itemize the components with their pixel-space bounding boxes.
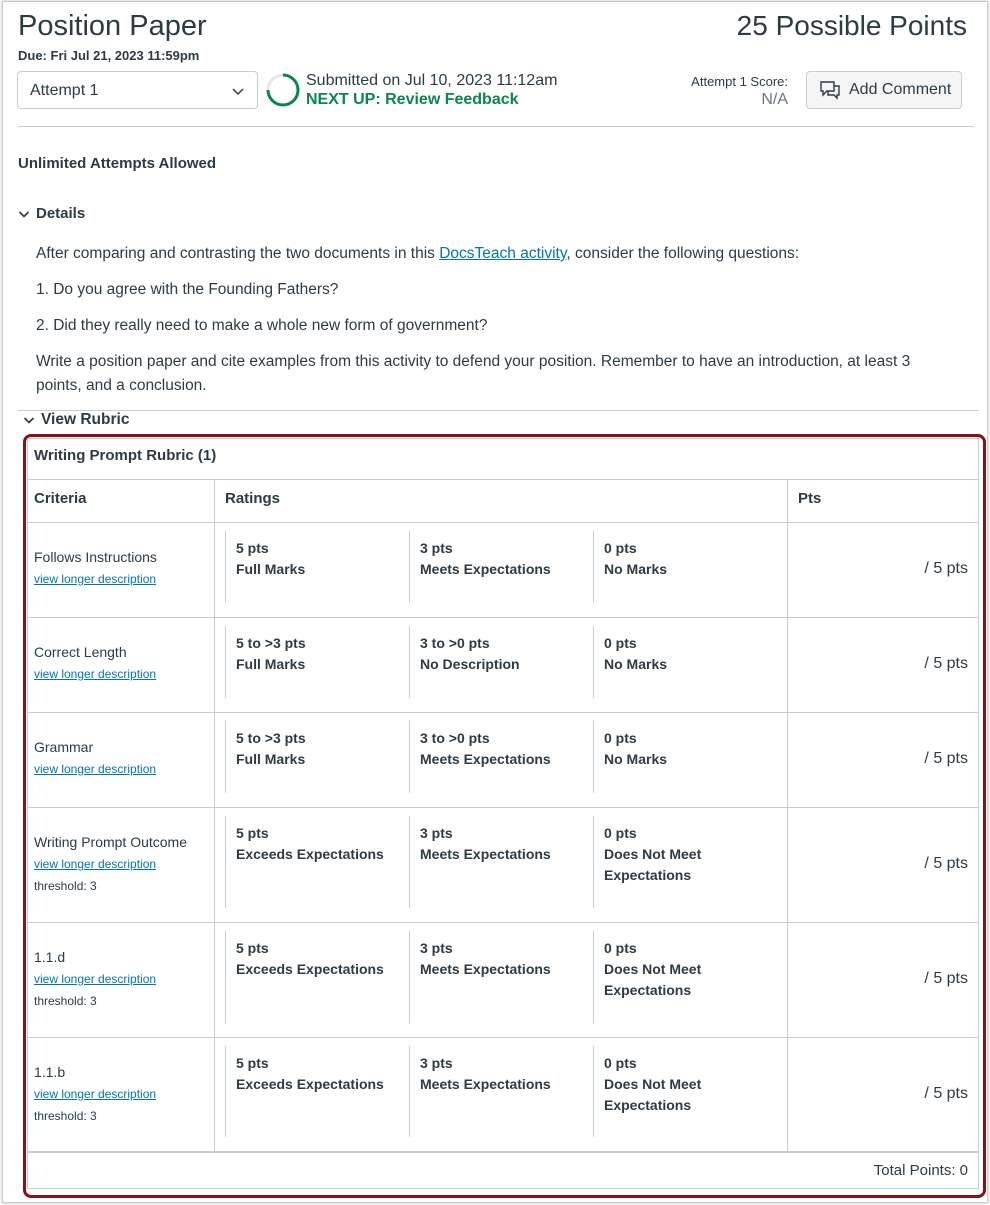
- rating-label: Meets Expectations: [420, 561, 551, 577]
- criterion-points: / 5 pts: [924, 655, 968, 672]
- criterion-points: / 5 pts: [924, 750, 968, 767]
- criterion-points: / 5 pts: [924, 560, 968, 577]
- rating-divider: [225, 531, 226, 603]
- criterion-name: Writing Prompt Outcome: [34, 834, 188, 850]
- rating-cell[interactable]: [604, 823, 774, 886]
- rating-points: 5 to >3 pts: [236, 635, 306, 651]
- rating-label: Full Marks: [236, 751, 306, 767]
- rating-divider: [593, 1046, 594, 1137]
- rating-label: Meets Expectations: [420, 961, 551, 977]
- attempt-score-value: N/A: [761, 91, 788, 108]
- rating-divider: [593, 931, 594, 1023]
- rating-cell[interactable]: [236, 823, 406, 865]
- submission-progress-icon: [265, 72, 301, 108]
- chevron-down-icon: [23, 414, 35, 426]
- rating-divider: [225, 931, 226, 1023]
- rating-label: Does Not Meet Expectations: [604, 1076, 702, 1113]
- details-closing: Write a position paper and cite examples from this activity to defend your position. Remember to have an introduction, at least 3 points, and a conclusion.: [36, 353, 911, 394]
- rating-points: 0 pts: [604, 940, 637, 956]
- criterion-points: / 5 pts: [924, 970, 968, 987]
- criterion-points: / 5 pts: [924, 855, 968, 872]
- rating-points: 0 pts: [604, 825, 637, 841]
- rating-cell[interactable]: [420, 1053, 590, 1095]
- rating-label: Exceeds Expectations: [236, 846, 384, 862]
- criterion-name: 1.1.d: [34, 949, 66, 965]
- docsteach-link[interactable]: DocsTeach activity: [439, 245, 567, 262]
- rating-points: 5 pts: [236, 825, 269, 841]
- rating-points: 5 to >3 pts: [236, 730, 306, 746]
- rating-points: 0 pts: [604, 635, 637, 651]
- rating-points: 3 to >0 pts: [420, 635, 490, 651]
- rating-cell[interactable]: [604, 538, 774, 580]
- row-divider: [28, 922, 978, 923]
- criterion-name: Correct Length: [34, 644, 127, 660]
- criterion-threshold: threshold: 3: [34, 879, 97, 893]
- rubric-table: [27, 438, 979, 1189]
- rating-divider: [593, 531, 594, 603]
- rating-cell[interactable]: [604, 938, 774, 1001]
- next-up-status: NEXT UP: Review Feedback: [306, 91, 519, 108]
- criterion-threshold: threshold: 3: [34, 994, 97, 1008]
- row-divider: [28, 617, 978, 618]
- rating-divider: [225, 1046, 226, 1137]
- rating-label: Meets Expectations: [420, 1076, 551, 1092]
- rating-cell[interactable]: [236, 633, 406, 675]
- rating-label: Does Not Meet Expectations: [604, 846, 702, 883]
- rating-divider: [225, 721, 226, 793]
- rating-points: 3 pts: [420, 540, 453, 556]
- attempt-select[interactable]: [17, 71, 258, 109]
- attempt-select-value: Attempt 1: [30, 82, 99, 99]
- rating-divider: [409, 531, 410, 603]
- comment-icon: [819, 80, 841, 100]
- submitted-status: Submitted on Jul 10, 2023 11:12am: [306, 72, 558, 89]
- rating-points: 0 pts: [604, 540, 637, 556]
- rating-label: No Marks: [604, 561, 668, 577]
- due-date: Due: Fri Jul 21, 2023 11:59pm: [18, 48, 200, 63]
- view-longer-description-link[interactable]: view longer description: [34, 667, 157, 681]
- view-rubric-label: View Rubric: [41, 411, 130, 428]
- possible-points: 25 Possible Points: [736, 10, 967, 41]
- rating-cell[interactable]: [236, 728, 406, 770]
- attempt-score-label: Attempt 1 Score:: [691, 74, 788, 89]
- rating-label: Meets Expectations: [420, 751, 551, 767]
- header-ratings: Ratings: [225, 490, 281, 507]
- rating-cell[interactable]: [604, 728, 774, 770]
- criterion-threshold: threshold: 3: [34, 1109, 97, 1123]
- details-intro: [36, 242, 799, 266]
- question-1: 1. Do you agree with the Founding Fathers?: [36, 281, 339, 298]
- total-points: Total Points: 0: [873, 1162, 968, 1179]
- header-pts: Pts: [798, 490, 822, 507]
- rating-cell[interactable]: [420, 728, 590, 770]
- chevron-down-icon: [231, 84, 245, 98]
- rating-divider: [409, 1046, 410, 1137]
- rating-points: 3 pts: [420, 940, 453, 956]
- view-longer-description-link[interactable]: view longer description: [34, 857, 157, 871]
- rating-label: Does Not Meet Expectations: [604, 961, 702, 998]
- rating-divider: [409, 721, 410, 793]
- rating-label: No Marks: [604, 751, 668, 767]
- rating-cell[interactable]: [604, 1053, 774, 1116]
- rating-cell[interactable]: [420, 538, 590, 580]
- view-longer-description-link[interactable]: view longer description: [34, 972, 157, 986]
- criterion-name: Follows Instructions: [34, 549, 157, 565]
- rating-cell[interactable]: [420, 938, 590, 980]
- view-longer-description-link[interactable]: view longer description: [34, 572, 157, 586]
- chevron-down-icon: [18, 208, 30, 220]
- rating-points: 3 to >0 pts: [420, 730, 490, 746]
- rating-cell[interactable]: [604, 633, 774, 675]
- page-title: Position Paper: [18, 10, 207, 42]
- page-frame: [2, 1, 988, 1203]
- rating-points: 5 pts: [236, 1055, 269, 1071]
- rating-divider: [409, 626, 410, 698]
- row-divider: [28, 712, 978, 713]
- rating-label: Full Marks: [236, 561, 306, 577]
- rating-points: 5 pts: [236, 940, 269, 956]
- rubric-divider: [28, 1152, 978, 1153]
- header-divider: [18, 126, 974, 127]
- criterion-name: 1.1.b: [34, 1064, 66, 1080]
- rating-label: Exceeds Expectations: [236, 1076, 384, 1092]
- view-longer-description-link[interactable]: view longer description: [34, 1087, 157, 1101]
- rating-divider: [593, 626, 594, 698]
- rating-cell[interactable]: [236, 538, 406, 580]
- rating-label: Exceeds Expectations: [236, 961, 384, 977]
- rating-divider: [593, 816, 594, 908]
- rating-divider: [593, 721, 594, 793]
- rating-points: 3 pts: [420, 825, 453, 841]
- rating-cell[interactable]: [420, 633, 590, 675]
- view-longer-description-link[interactable]: view longer description: [34, 762, 157, 776]
- column-divider: [787, 480, 788, 1152]
- attempts-allowed: Unlimited Attempts Allowed: [18, 155, 217, 172]
- details-intro-text: After comparing and contrasting the two documents in this: [36, 245, 440, 262]
- criterion-points: / 5 pts: [924, 1084, 968, 1102]
- rating-divider: [409, 816, 410, 908]
- rating-points: 0 pts: [604, 730, 637, 746]
- rating-divider: [409, 931, 410, 1023]
- question-2: 2. Did they really need to make a whole new form of government?: [36, 317, 488, 334]
- rubric-divider: [28, 522, 978, 523]
- details-toggle-label: Details: [36, 205, 86, 222]
- row-divider: [28, 807, 978, 808]
- rating-points: 3 pts: [420, 1055, 453, 1071]
- column-divider: [214, 480, 215, 1152]
- rating-cell[interactable]: [236, 938, 406, 980]
- rating-label: No Marks: [604, 656, 668, 672]
- rating-points: 5 pts: [236, 540, 269, 556]
- rating-divider: [225, 816, 226, 908]
- add-comment-button[interactable]: [806, 71, 962, 109]
- rating-label: No Description: [420, 656, 520, 672]
- rating-label: Full Marks: [236, 656, 306, 672]
- details-toggle[interactable]: [18, 205, 85, 222]
- view-rubric-toggle[interactable]: [23, 411, 129, 429]
- details-intro-tail: , consider the following questions:: [566, 245, 800, 262]
- rating-cell[interactable]: [420, 823, 590, 865]
- rating-cell[interactable]: [236, 1053, 406, 1095]
- details-divider: [18, 410, 979, 411]
- row-divider: [28, 1037, 978, 1038]
- header-criteria: Criteria: [34, 490, 87, 507]
- add-comment-label: Add Comment: [849, 81, 952, 98]
- rubric-divider: [28, 479, 978, 480]
- rating-divider: [225, 626, 226, 698]
- rating-points: 0 pts: [604, 1055, 637, 1071]
- rating-label: Meets Expectations: [420, 846, 551, 862]
- criterion-name: Grammar: [34, 739, 94, 755]
- rubric-title: Writing Prompt Rubric (1): [34, 447, 217, 464]
